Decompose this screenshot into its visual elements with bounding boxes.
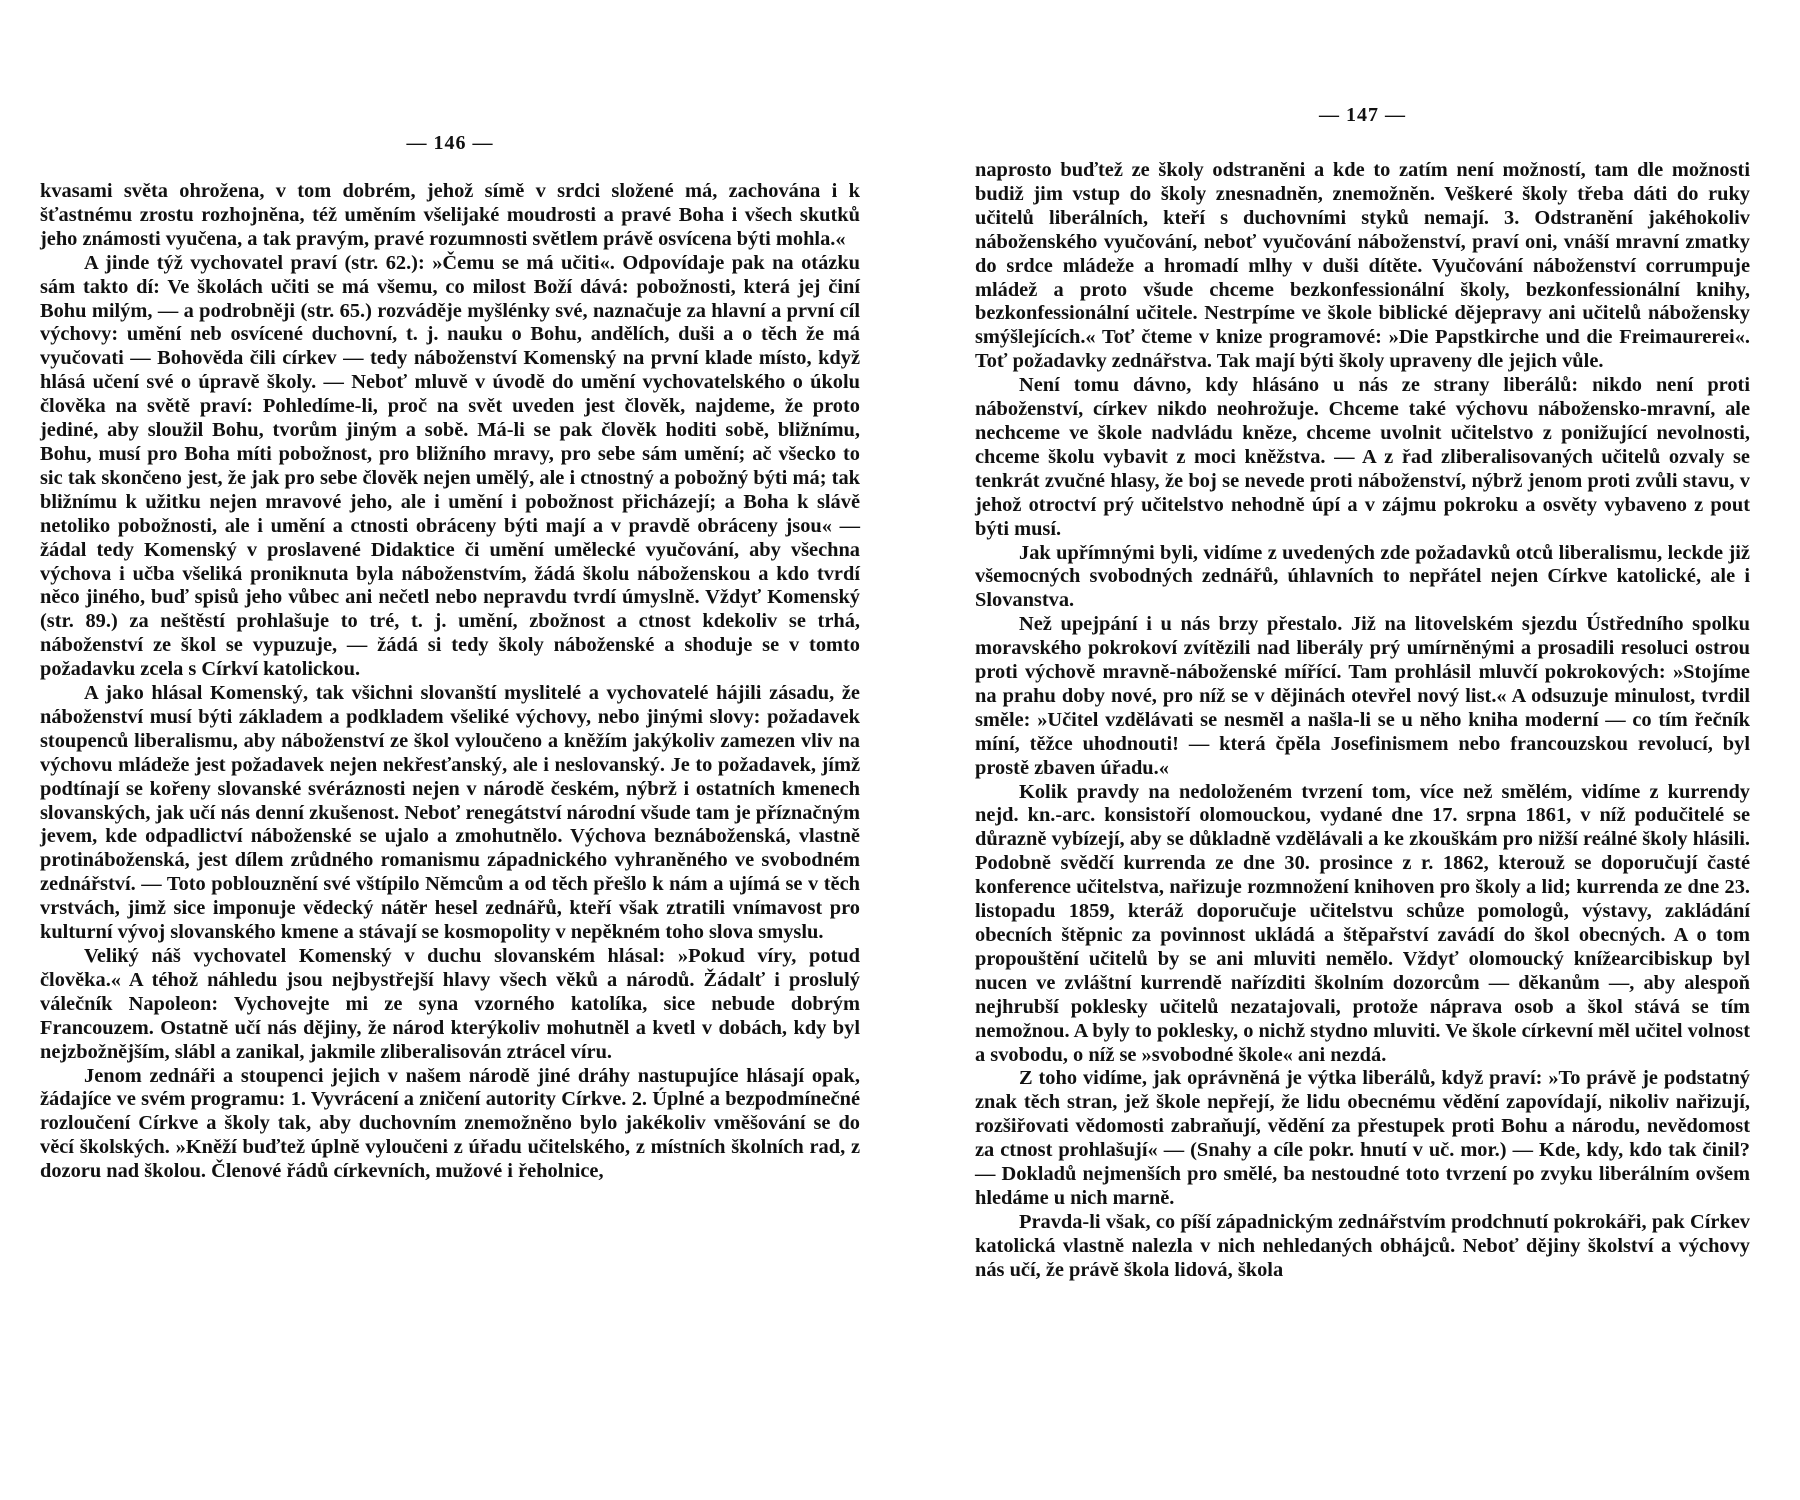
paragraph: naprosto buďtež ze školy odstraněni a kde to zatím není možností, tam dle možnosti budiž jim vstup do školy znesnadněn, znemožněn. Veškeré školy třeba dáti do ruky učitelů liberálních, kteří s duchovními styků nemají. 3. Odstranění jakéhokoliv náboženského vyučování, neboť vyučování náboženství, praví oni, vnáší mravní zmatky do srdce mládeže a hromadí mlhy v duši dítěte. Vyučování náboženství corrumpuje mládež a proto všude chceme bezkonfessionální školy, bezkonfessionální knihy, bezkonfessionální učitele. Nestrpíme ve škole biblické dějepravy ani učitelů nábožensky smýšlejících.« Toť čteme v knize programové: »Die Papstkirche und die Freimaurerei«. Toť požadavky zednářstva. Tak mají býti školy upraveny dle jejich vůle. <box>975 159 1750 373</box>
paragraph: Není tomu dávno, kdy hlásáno u nás ze strany liberálů: nikdo není proti náboženství, církev nikdo neohrožuje. Chceme také výchovu nábožensko-mravní, ale nechceme ve škole nadvládu kněze, chceme uvolnit učitelstvo z ponižující nevolnosti, chceme školu vybavit z moci kněžstva. — A z řad zliberalisovaných učitelů ozvaly se tenkrát zvučné hlasy, že boj se nevede proti náboženství, nýbrž jenom proti zvůli stavu, v jehož otroctví prý učitelstvo nehodně úpí a v zájmu pokroku a osvěty vybaveno z pout býti musí. <box>975 374 1750 540</box>
right-page <box>975 0 1750 1500</box>
paragraph: Jenom zednáři a stoupenci jejich v našem národě jiné dráhy nastupujíce hlásají opak, žádajíce ve svém programu: 1. Vyvrácení a zničení autority Církve. 2. Úplné a bezpodmínečné rozloučení Církve a školy tak, aby duchovním znemožněno bylo jakékoliv vměšování se do věcí školských. »Kněží buďtež úplně vyloučeni z úřadu učitelského, z místních školních rad, z dozoru nad školou. Členové řádů církevních, mužové i řeholnice, <box>40 1064 860 1183</box>
paragraph: kvasami světa ohrožena, v tom dobrém, jehož símě v srdci složené má, zachována i k šťastnému zrostu rozhojněna, též uměním všelijaké moudrosti a pravé Boha i všech skutků jeho známosti vyučena, a tak pravým, pravé rozumnosti světlem právě osvícena býti mohla.« <box>40 180 860 250</box>
paragraph: A jako hlásal Komenský, tak všichni slovanští myslitelé a vychovatelé hájili zásadu, že náboženství musí býti základem a podkladem všeliké výchovy, nebo jinými slovy: požadavek stoupenců liberalismu, aby náboženství ze škol vyloučeno a kněžím jakýkoliv zamezen vliv na výchovu mládeže jest požadavek nejen nekřesťanský, ale i neslovanský. Je to požadavek, jímž podtínají se kořeny slovanské svéráznosti nejen v národě českém, nýbrž i ostatních kmenech slovanských, jak učí nás denní zkušenost. Neboť renegátství národní všude tam je příznačným jevem, kde odpadlictví náboženské se ujalo a zmohutnělo. Výchova beznáboženská, vlastně protináboženská, jest dílem zrůdného romanismu západnického vyhraněného ve svobodném zednářství. — Toto poblouznění své vštípilo Němcům a od těch přešlo k nám a ujímá se v těch vrstvách, jimž sice imponuje vědecký nátěr hesel zednářů, kteří však ztratili vnímavost pro kulturní vývoj slovanského kmene a stávají se kosmopolity v nepěkném toho slova smyslu. <box>40 682 860 944</box>
paragraph: Než upejpání i u nás brzy přestalo. Již na litovelském sjezdu Ústředního spolku moravského pokrokoví zvítězili nad liberály prý umírněnými a prosadili resoluci ostrou proti výchově mravně-náboženské mířící. Tam prohlásil mluvčí pokrokových: »Stojíme na prahu doby nové, pro níž se v dějinách otevřel nový list.« A odsuzuje minulost, tvrdil směle: »Učitel vzdělávati se nesměl a našla-li se u něho kniha moderní — co tím řečník míní, těžce uhodnouti! — která čpěla Josefinismem nebo francouzskou revolucí, byl prostě zbaven úřadu.« <box>975 613 1750 779</box>
paragraph: A jinde týž vychovatel praví (str. 62.): »Čemu se má učiti«. Odpovídaje pak na otázku sám takto dí: Ve školách učiti se má všemu, co milost Boží dává: pobožnosti, která jej činí Bohu milým, — a podrobněji (str. 65.) rozváděje myšlénky své, naznačuje za hlavní a první cíl výchovy: umění neb osvícené duchovní, t. j. nauku o Bohu, andělích, duši a o těch že má vyučovati — Bohověda čili církev — tedy náboženství Komenský na první klade místo, když hlásá učení své o úpravě školy. — Neboť mluvě v úvodě do umění vychovatelského o úkolu člověka na světě praví: Pohledíme-li, proč na svět uveden jest člověk, najdeme, že proto jediné, aby sloužil Bohu, tvorům jiným a sobě. Má-li se pak člověk hoditi sobě, bližnímu, Bohu, musí pro Boha míti pobožnost, pro bližního mravy, pro sebe sám umění; ač všecko to sic tak skončeno jest, že jak pro sebe člověk nejen umělý, ale i ctnostný a pobožný býti má; tak bližnímu k užitku nejen mravové jeho, ale i umění i pobožnost přicházejí; a Boha k slávě netoliko pobožnosti, ale i umění a ctnosti obráceny býti mají a v pravdě obráceny jsou« — žádal tedy Komenský v proslavené Didaktice či umění umělecké vyučování, aby všechna výchova i učba všeliká proniknuta byla náboženstvím, žádá školu náboženskou a kdo tvrdí něco jiného, buď spisů jeho vůbec ani nečetl nebo nepravdu tvrdí úmyslně. Vždyť Komenský (str. 89.) za neštěstí prohlašuje to tré, t. j. umění, zbožnost a ctnost kdekoliv se trhá, náboženství ze škol se vypuzuje, — žádá si tedy školy náboženské a shoduje se v tomto požadavku zcela s Církví katolickou. <box>40 251 860 681</box>
page-text <box>975 159 1750 1283</box>
paragraph: Pravda-li však, co píší západnickým zednářstvím prodchnutí pokrokáři, pak Církev katolická vlastně nalezla v nich nehledaných obhájců. Neboť dějiny školství a výchovy nás učí, že právě škola lidová, škola <box>975 1210 1750 1281</box>
paragraph: Jak upřímnými byli, vidíme z uvedených zde požadavků otců liberalismu, leckde již všemocných svobodných zednářů, úhlavních to nepřátel nejen Církve katolické, ale i Slovanstva. <box>975 541 1750 612</box>
paragraph: Veliký náš vychovatel Komenský v duchu slovanském hlásal: »Pokud víry, potud člověka.« A téhož náhledu jsou nejbystřejší hlavy všech věků a národů. Žádalť i proslulý válečník Napoleon: Vychovejte mi ze syna vzorného katolíka, sice nebude dobrým Francouzem. Ostatně učí nás dějiny, že národ kterýkoliv mohutněl a kvetl v dobách, kdy byl nejzbožnějším, slábl a zanikal, jakmile zliberalisován ztrácel víru. <box>40 945 860 1063</box>
page-number: — 147 — <box>1319 104 1406 126</box>
paragraph: Kolik pravdy na nedoloženém tvrzení tom, více než smělém, vidíme z kurrendy nejd. kn.-arc. konsistoří olomouckou, vydané dne 17. srpna 1861, v níž podučitelé se důrazně vybízejí, aby se důkladně vzdělávali a ke zkouškám pro nižší reálné školy hlásili. Podobně svědčí kurrenda ze dne 30. prosince z r. 1862, kterouž se doporučují časté konference učitelstva, nařizuje rozmnožení knihoven pro školy a lid; kurrenda ze dne 23. listopadu 1859, kteráž doporučuje učitelstvu schůze pomologů, výstavy, zakládání obecních štěpnic za povinnost ukládá a štěpařství zavádí do škol obecných. A o tom propouštění učitelů by se ani mluviti nemělo. Vždyť olomoucký knížearcibiskup byl nucen ve zvláštní kurrendě nařízditi školním dozorcům — děkanům —, aby alespoň nejhrubší poklesky učitelů nezatajovali, protože náprava osob a škol stává se tím nemožnou. A byly to poklesky, o nichž stydno mluviti. Ve škole církevní měl učitel volnost a svobodu, o níž se »svobodné škole« ani nezdá. <box>975 780 1750 1066</box>
page-text <box>40 180 860 1184</box>
page-number: — 146 — <box>406 132 494 154</box>
paragraph: Z toho vidíme, jak oprávněná je výtka liberálů, když praví: »To právě je podstatný znak těch stran, jež škole nepřejí, že lidu obecnému vědění zapovídají, nikoliv nařizují, rozšiřovati vědomosti zabraňují, vědění za přestupek proti Bohu a národu, nevědomost za ctnost prohlašují« — (Snahy a cíle pokr. hnutí v uč. mor.) — Kde, kdy, kdo tak činil? — Dokladů nejmenších pro smělé, ba nestoudné toto tvrzení po zvyku liberálním ovšem hledáme u nich marně. <box>975 1067 1750 1209</box>
left-page <box>40 0 860 1500</box>
